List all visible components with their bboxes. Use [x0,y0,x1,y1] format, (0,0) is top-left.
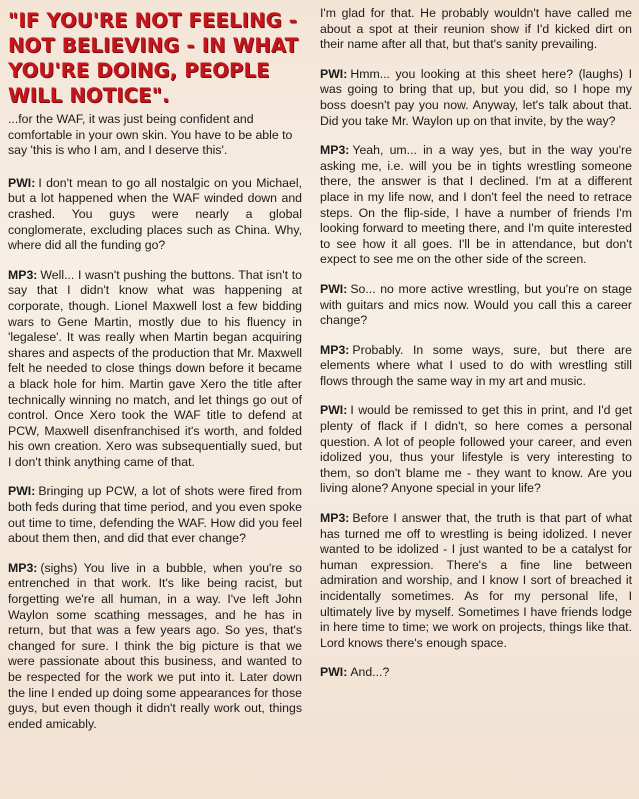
left-column [6,0,302,746]
speaker-label: MP3: [8,560,38,575]
interview-paragraph [320,511,632,651]
interview-paragraph [320,6,632,53]
interview-paragraph [8,176,302,254]
paragraph-text: I don't mean to go all nostalgic on you Michael, but a lot happened when the WAF winded down and crashed. You guys were nearly a global conglomerate, excluding places such as China. Why, where did all the funding go? [8,175,302,253]
speaker-label: MP3: [8,267,38,282]
interview-paragraph [8,561,302,733]
speaker-label: PWI: [8,175,36,190]
left-qa-list [6,176,302,733]
paragraph-text: Bringing up PCW, a lot of shots were fired from both feds during that time period, and you even spoke out time to time, defending the WAF. How did you feel about them then, and did that ever change? [8,484,302,546]
speaker-label: MP3: [320,143,350,158]
speaker-label: PWI: [320,665,348,680]
paragraph-text: Well... I wasn't pushing the buttons. That isn't to say that I didn't know what was happening at corporate, though. Lionel Maxwell lost a few bidding wars to Gene Martin, mostly due to his fluency in 'legalese'. It was really when Martin began acquiring shares and aspects of the production that Mr. Maxwell felt he needed to close things down before it became a black hole for him. Martin gave Xero the title after technically winning no match, and let things go out of control. Once Xero took the WAF title to defend at PCW, Maxwell disenfranchised it's worth, and folded his own creation. Xero was subsequentially sued, but I don't think anything came of that. [8,267,302,469]
interview-paragraph [320,282,632,329]
paragraph-text: And...? [350,665,390,680]
speaker-label: PWI: [320,66,348,81]
interview-paragraph [8,484,302,546]
interview-paragraph [320,403,632,497]
speaker-label: PWI: [8,484,36,499]
speaker-label: MP3: [320,511,350,526]
paragraph-text: Yeah, um... in a way yes, but in the way you're asking me, i.e. will you be in tights wrestling someone there, the answer is that I declined. I'm at a different place in my life now, and I don't feel the need to retrace steps. On the flip-side, I have a number of friends I'm looking forward to meeting there, and I'm quite interested to see how it all goes. I'll be in attendance, but don't expect to see me on the other side of the screen. [320,143,632,267]
speaker-label: PWI: [320,281,348,296]
pull-quote: "IF YOU'RE NOT FEELING - NOT BELIEVING - IN WHAT YOU'RE DOING, PEOPLE WILL NOTICE". [8,9,299,107]
paragraph-text: Probably. In some ways, sure, but there are elements where what I used to do with wrestling still flows through the same way in my art and music. [320,342,632,388]
interview-paragraph [320,343,632,390]
right-column [318,6,632,695]
interview-paragraph [320,67,632,129]
paragraph-text: Before I answer that, the truth is that part of what has turned me off to wrestling is being idolized. I never wanted to be idolized - I just wanted to be a catalyst for human expression. There's a fine line between admiration and worship, and I know I sort of breached it incidentally sometimes. As for my personal life, I ultimately live by myself. Sometimes I have friends lodge in here time to time; we work on projects, things like that. Lord knows there's enough space. [320,511,632,650]
interview-paragraph [320,143,632,268]
interview-paragraph [8,268,302,471]
paragraph-text: So... no more active wrestling, but you're on stage with guitars and mics now. Would you call this a career change? [320,281,632,328]
paragraph-text: I'm glad for that. He probably wouldn't have called me about a spot at their reunion show if I'd kicked dirt on their name after all that, but that's sanity prevailing. [320,6,632,52]
right-qa-list [318,6,632,681]
paragraph-text: I would be remissed to get this in print, and I'd get plenty of flack if I didn't, so here comes a personal question. A lot of people followed your career, and even idolized you, thus your lifestyle is very interesting to them, so don't blame me - they want to know. Are you living alone? Anyone special in your life? [320,403,632,496]
speaker-label: PWI: [320,403,348,418]
paragraph-text: (sighs) You live in a bubble, when you're so entrenched in that work. It's like being racist, but forgetting we're all human, in a way. I've left John Waylon some scathing messages, and he has in return, but that was a few years ago. So yes, that's changed for sure. I think the big picture is that we were passionate about this business, and wanted to be respected for the work we put into it. Later down the line I ended up doing some appearances for those guys, but even though it didn't really work out, things ended amicably. [8,560,302,731]
intro-paragraph: ...for the WAF, it was just being confident and comfortable in your own skin. You have to be able to say 'this is who I am, and I deserve this'. [8,112,293,158]
paragraph-text: Hmm... you looking at this sheet here? (laughs) I was going to bring that up, but you did, so I hope my boss doesn't pay you now. Anyway, let's talk about that. Did you take Mr. Waylon up on that invite, by the way? [320,66,632,128]
speaker-label: MP3: [320,342,350,357]
interview-paragraph [320,665,632,681]
